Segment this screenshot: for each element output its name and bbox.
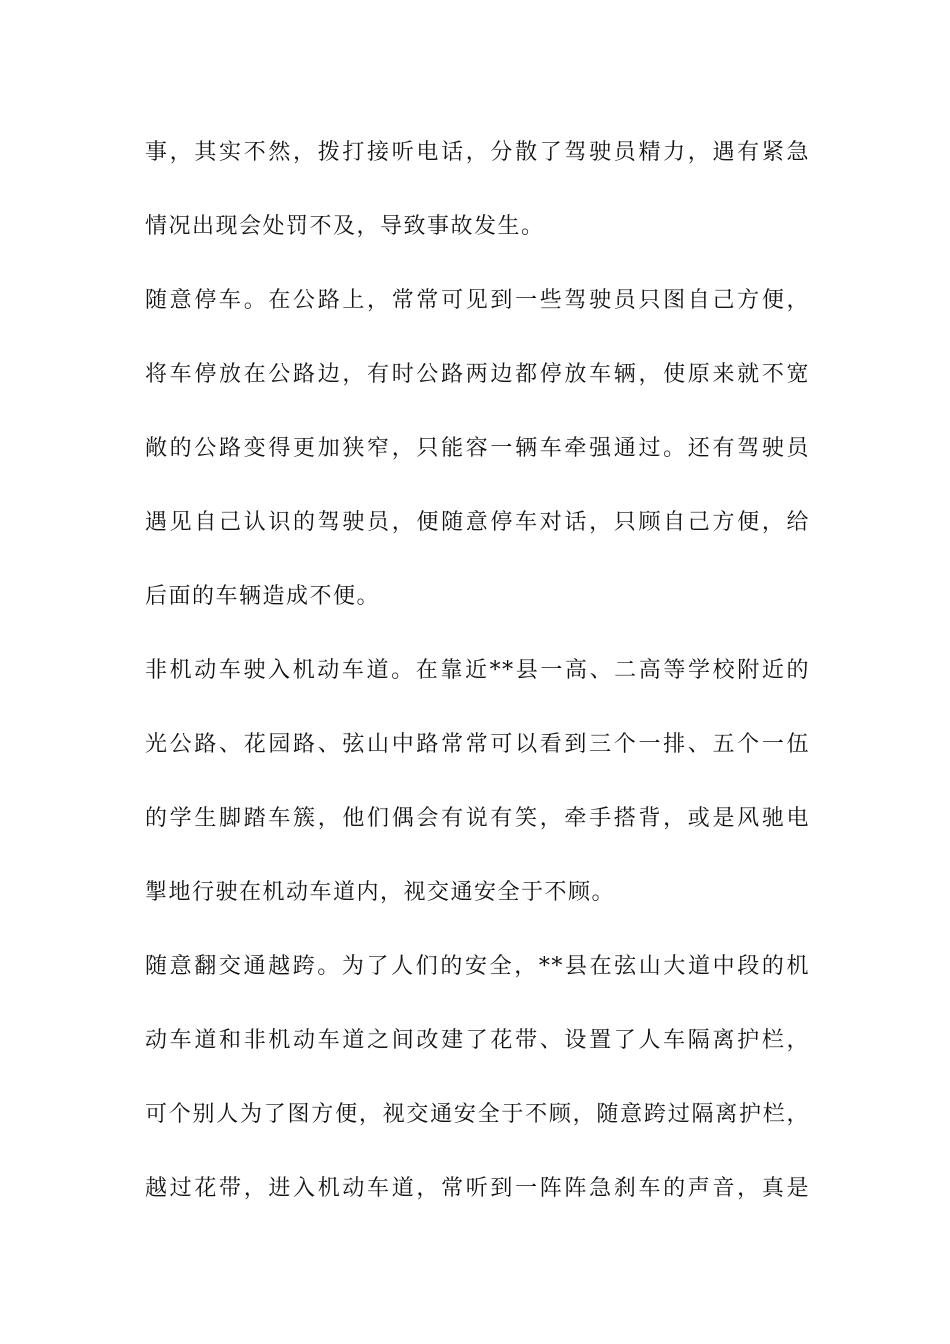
text-line: 遇见自己认识的驾驶员，便随意停车对话，只顾自己方便，给 [145,510,810,535]
text-line: 动车道和非机动车道之间改建了花带、设置了人车隔离护栏， [145,1028,810,1053]
text-line: 越过花带，进入机动车道，常听到一阵阵急刹车的声音，真是 [145,1176,810,1201]
text-line: 事，其实不然，拨打接听电话，分散了驾驶员精力，遇有紧急 [145,140,810,165]
document-body [145,128,810,1238]
text-line: 非机动车驶入机动车道。在靠近**县一高、二高等学校附近的 [145,658,810,683]
text-line: 随意翻交通越跨。为了人们的安全，**县在弦山大道中段的机 [145,954,810,979]
text-line: 情况出现会处罚不及，导致事故发生。 [145,214,545,239]
text-line: 后面的车辆造成不便。 [145,584,381,609]
text-line: 光公路、花园路、弦山中路常常可以看到三个一排、五个一伍 [145,732,810,757]
text-line: 随意停车。在公路上，常常可见到一些驾驶员只图自己方便， [145,288,810,313]
text-line: 的学生脚踏车簇，他们偶会有说有笑，牵手搭背，或是风驰电 [145,806,810,831]
text-line: 将车停放在公路边，有时公路两边都停放车辆，使原来就不宽 [145,362,810,387]
text-line: 可个别人为了图方便，视交通安全于不顾，随意跨过隔离护栏， [145,1102,810,1127]
text-line: 掣地行驶在机动车道内，视交通安全于不顾。 [145,880,616,905]
text-line: 敞的公路变得更加狭窄，只能容一辆车牵强通过。还有驾驶员 [145,436,810,461]
